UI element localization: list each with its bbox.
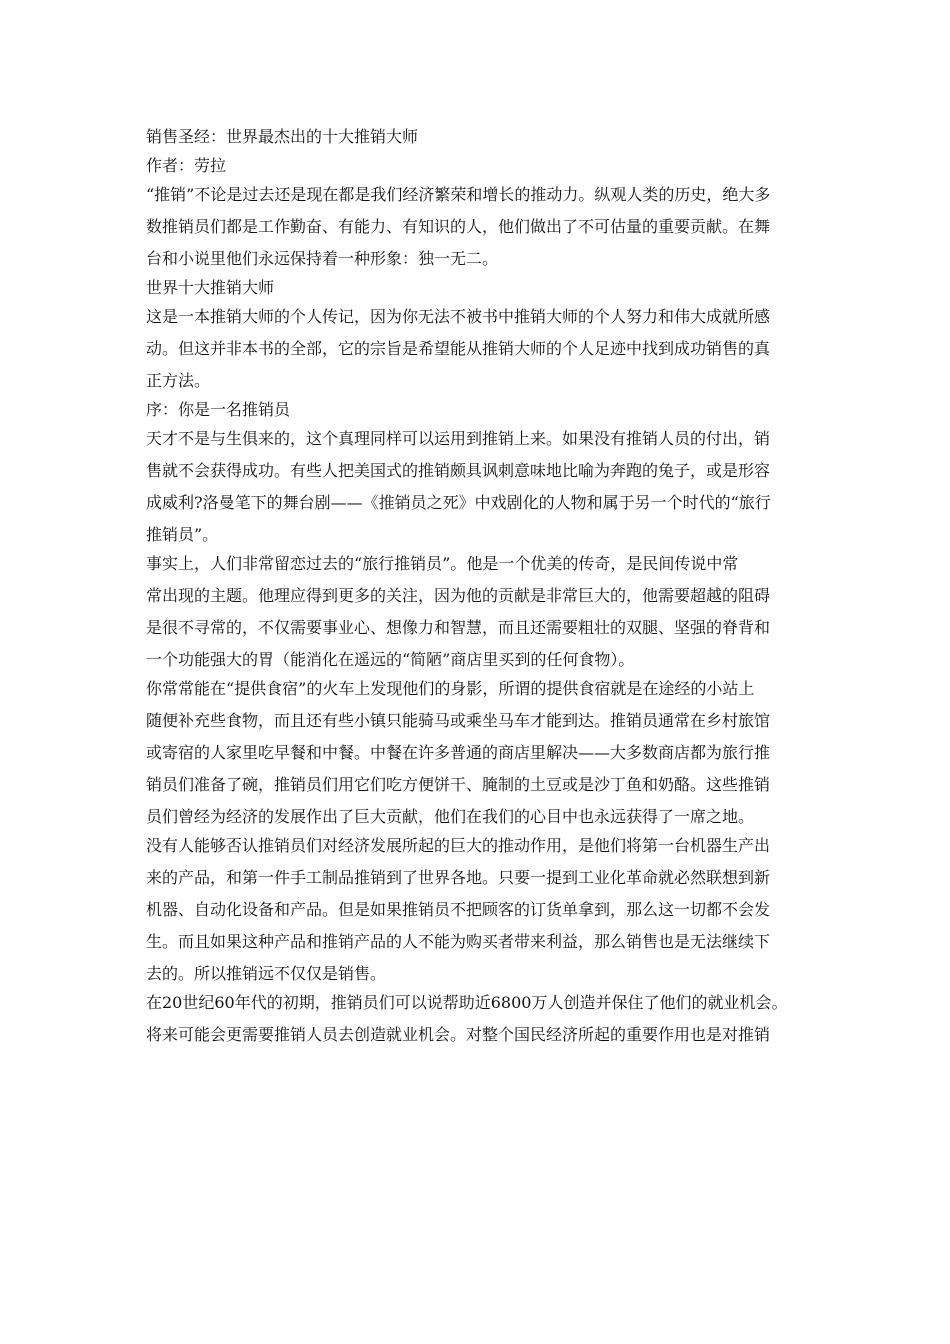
- paragraph-line: 推销员”。: [146, 525, 219, 544]
- document-body: [146, 127, 818, 1045]
- paragraph-line: 你常常能在“提供食宿”的火车上发现他们的身影，所谓的提供食宿就是在途经的小站上: [146, 679, 755, 698]
- paragraph-line: 或寄宿的人家里吃早餐和中餐。中餐在许多普通的商店里解决——大多数商店都为旅行推: [146, 743, 771, 762]
- paragraph-line: 将来可能会更需要推销人员去创造就业机会。对整个国民经济所起的重要作用也是对推销: [146, 1025, 771, 1044]
- document-title: 销售圣经：世界最杰出的十大推销大师: [146, 127, 419, 146]
- paragraph-line: 销员们准备了碗，推销员们用它们吃方便饼干、腌制的土豆或是沙丁鱼和奶酪。这些推销: [146, 775, 771, 794]
- paragraph-line: 事实上，人们非常留恋过去的“旅行推销员”。他是一个优美的传奇，是民间传说中常: [146, 554, 739, 573]
- paragraph-line: 这是一本推销大师的个人传记，因为你无法不被书中推销大师的个人努力和伟大成就所感: [146, 307, 771, 326]
- paragraph-line: 去的。所以推销远不仅仅是销售。: [146, 964, 387, 983]
- paragraph-line: 数推销员们都是工作勤奋、有能力、有知识的人，他们做出了不可估量的重要贡献。在舞: [146, 217, 771, 236]
- section-heading: 世界十大推销大师: [146, 278, 275, 297]
- author-line: 作者：劳拉: [146, 156, 227, 175]
- paragraph-line: 是很不寻常的，不仅需要事业心、想像力和智慧，而且还需要粗壮的双腿、坚强的脊背和: [146, 618, 771, 637]
- paragraph-line: 一个功能强大的胃（能消化在遥远的“简陋”商店里买到的任何食物）。: [146, 650, 635, 669]
- paragraph-line: 没有人能够否认推销员们对经济发展所起的巨大的推动作用，是他们将第一台机器生产出: [146, 836, 771, 855]
- paragraph-line: 生。而且如果这种产品和推销产品的人不能为购买者带来利益，那么销售也是无法继续下: [146, 932, 771, 951]
- paragraph-line: 台和小说里他们永远保持着一种形象：独一无二。: [146, 249, 499, 268]
- paragraph-line: 售就不会获得成功。有些人把美国式的推销颇具讽刺意味地比喻为奔跑的兔子，或是形容: [146, 461, 771, 480]
- paragraph-line: 随便补充些食物，而且还有些小镇只能骑马或乘坐马车才能到达。推销员通常在乡村旅馆: [146, 711, 771, 730]
- paragraph-line: “推销”不论是过去还是现在都是我们经济繁荣和增长的推动力。纵观人类的历史，绝大多: [146, 185, 771, 204]
- paragraph-line: 常出现的主题。他理应得到更多的关注，因为他的贡献是非常巨大的，他需要超越的阻碍: [146, 586, 771, 605]
- paragraph-line: 正方法。: [146, 371, 211, 390]
- paragraph-line: 来的产品，和第一件手工制品推销到了世界各地。只要一提到工业化革命就必然联想到新: [146, 868, 771, 887]
- paragraph-line: 机器、自动化设备和产品。但是如果推销员不把顾客的订货单拿到，那么这一切都不会发: [146, 900, 771, 919]
- paragraph-line: 动。但这并非本书的全部，它的宗旨是希望能从推销大师的个人足迹中找到成功销售的真: [146, 339, 771, 358]
- paragraph-line: 成威利?洛曼笔下的舞台剧——《推销员之死》中戏剧化的人物和属于另一个时代的“旅行: [146, 493, 771, 512]
- paragraph-line: 在20世纪60年代的初期，推销员们可以说帮助近6800万人创造并保住了他们的就业机会。: [146, 993, 788, 1012]
- paragraph-line: 员们曾经为经济的发展作出了巨大贡献，他们在我们的心目中也永远获得了一席之地。: [146, 807, 755, 826]
- paragraph-line: 天才不是与生俱来的，这个真理同样可以运用到推销上来。如果没有推销人员的付出，销: [146, 429, 771, 448]
- section-heading: 序：你是一名推销员: [146, 400, 291, 419]
